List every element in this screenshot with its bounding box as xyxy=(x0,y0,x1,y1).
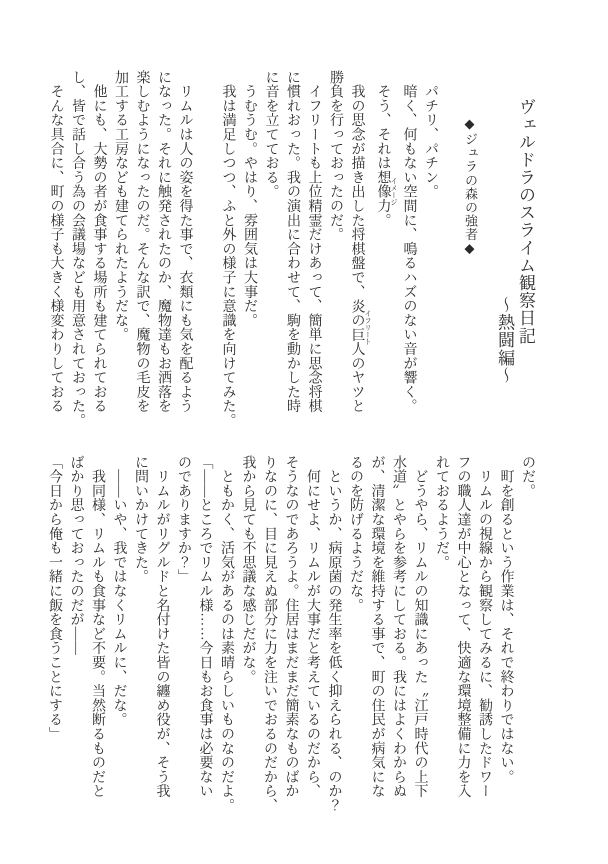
text-line: うむうむ。やはり、雰囲気は大事だ。 xyxy=(242,70,257,328)
ruby-annotated-text: 想像力 イメージ xyxy=(375,170,398,214)
text-line: し、皆で話し合う為の会議場なども用意されておった。 xyxy=(70,70,85,428)
text-line: そうなのであろうよ。住居はまだまだ簡素なものばか xyxy=(283,455,299,799)
text-line: 「――ところでリムル様……今日もお食事は必要ない xyxy=(197,455,213,799)
text-line: 勝負を行っておったのだ。 xyxy=(328,70,343,242)
text-line: そう、それは想像力 イメージ。 xyxy=(375,70,398,228)
text-line: そんな具合に、町の様子も大きく様変わりしておる xyxy=(48,70,64,414)
text-line: 町を創るという作業は、それで終わりではない。 xyxy=(498,455,514,784)
text-line: 我は満足しつつ、ふと外の様子に意識を向けてみた。 xyxy=(220,70,236,428)
text-line: 我同様、リムルも食事など不要。当然断るものだと xyxy=(90,455,105,799)
text-line: パチリ、パチン。 xyxy=(423,70,438,199)
text-line: 我から見ても不思議な感じだがな。 xyxy=(240,455,256,684)
text-line: 我の思念が描き出した将棋盤で、炎の巨人 イフリートのヤツと xyxy=(349,70,372,414)
text-line: に問いかけてきた。 xyxy=(133,455,148,584)
text-line: に音を立てておる。 xyxy=(263,70,279,199)
text-line: 水道〟とやらを参考にしておる。我にはよくわからぬ xyxy=(391,455,406,799)
text-line: リムルの視線から観察してみるに、勧誘したドワー xyxy=(477,455,492,799)
body-text-block-top xyxy=(48,70,441,432)
text-line: 何にせよ、リムルが大事だと考えているのだから、 xyxy=(305,455,320,799)
text-line: というか、病原菌の発生率を低く抑えられる、のか？ xyxy=(326,455,342,813)
text-line: が、清潔な環境を維持する事で、町の住民が病気にな xyxy=(369,455,385,799)
text-line: 他にも、大勢の者が食事する場所も建てられておる xyxy=(91,70,107,414)
text-line: 加工する工房なども建てられたようだな。 xyxy=(113,70,128,342)
text-line: どうやら、リムルの知識にあった〝江戸時代の上下 xyxy=(412,455,428,799)
chapter-title-line-2: ～熱闘編～ xyxy=(495,296,514,384)
text-line: りなのに、目に見えぬ部分に力を注いでおるのだから、 xyxy=(262,455,277,813)
text-line: フの職人達が中心となって、快適な環境整備に力を入 xyxy=(455,455,471,799)
section-heading: ◆ジュラの森の強者◆ xyxy=(463,117,478,257)
text-line: リムルがリグルドと名付けた皆の纏め役が、そう我 xyxy=(154,455,170,799)
text-line xyxy=(196,70,218,432)
body-text-block-bottom xyxy=(42,455,538,817)
text-line: イフリートも上位精霊だけあって、簡単に思念将棋 xyxy=(306,70,322,414)
text-line: ――いや、我ではなくリムルに、だな。 xyxy=(111,455,127,727)
text-line: 「今日から俺も一緒に飯を食うことにする」 xyxy=(47,455,62,741)
text-line: れておるようだ。 xyxy=(434,455,449,570)
chapter-title-line-1: ヴェルドラのスライム観察日記 xyxy=(516,98,535,345)
text-line: のでありますか？」 xyxy=(176,455,191,584)
text-line: 楽しむようになったのだ。そんな訳で、魔物の毛皮を xyxy=(134,70,150,414)
text-line: に慣れおった。我の演出に合わせて、駒を動かした時 xyxy=(285,70,300,414)
text-line: のだ。 xyxy=(520,455,535,498)
text-line: 暗く、何もない空間に、鳴るハズのない音が響く。 xyxy=(401,70,417,414)
text-line: リムルは人の姿を得た事で、衣類にも気を配るよう xyxy=(177,70,193,414)
text-line: るのを防げるようだな。 xyxy=(348,455,363,613)
text-line: ばかり思っておったのだが―― xyxy=(68,455,84,656)
ruby-annotated-text: 炎の巨人 イフリート xyxy=(349,298,372,357)
text-line: ともかく、活気があるのは素晴らしいものなのだよ。 xyxy=(219,455,234,813)
chapter-title xyxy=(494,98,536,438)
text-line: になった。それに触発されたのか、魔物達もお洒落を xyxy=(156,70,171,414)
